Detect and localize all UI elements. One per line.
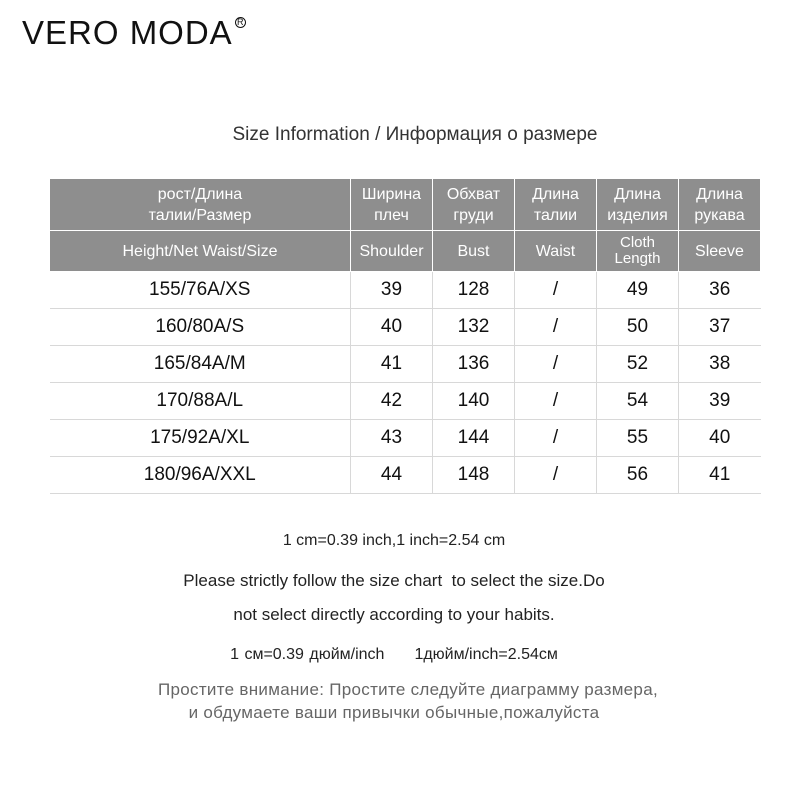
header-en-sleeve: Sleeve xyxy=(679,231,761,272)
cell-bust: 144 xyxy=(433,420,515,457)
cell-size: 180/96A/XXL xyxy=(50,457,351,494)
table-row xyxy=(50,272,761,309)
ru-unit-conversion-cm: 1 см=0.39 дюйм/inch xyxy=(230,646,385,663)
header-en-height: Height/Net Waist/Size xyxy=(50,231,351,272)
cell-sleeve: 41 xyxy=(679,457,761,494)
size-advice-line-2: not select directly according to your habits. xyxy=(233,605,555,624)
cell-shoulder: 42 xyxy=(351,383,433,420)
cell-size: 165/84A/M xyxy=(50,346,351,383)
cell-shoulder: 44 xyxy=(351,457,433,494)
table-row xyxy=(50,383,761,420)
size-advice-line-1: Please strictly follow the size chart to select the size.Do xyxy=(183,571,605,590)
cell-bust: 128 xyxy=(433,272,515,309)
table-header-en xyxy=(50,231,761,272)
cell-sleeve: 40 xyxy=(679,420,761,457)
cell-waist: / xyxy=(515,457,597,494)
cell-shoulder: 39 xyxy=(351,272,433,309)
cell-waist: / xyxy=(515,420,597,457)
page-title: Size Information / Информация о размере xyxy=(232,124,598,145)
cell-bust: 136 xyxy=(433,346,515,383)
cell-sleeve: 38 xyxy=(679,346,761,383)
cell-bust: 132 xyxy=(433,309,515,346)
cell-cloth-length: 55 xyxy=(597,420,679,457)
header-ru-cloth-length: Длина изделия xyxy=(597,179,679,231)
cell-cloth-length: 56 xyxy=(597,457,679,494)
cell-cloth-length: 49 xyxy=(597,272,679,309)
cm-inch-conversion: 1 cm=0.39 inch,1 inch=2.54 cm xyxy=(282,532,506,549)
ru-advice-line-1: Простите внимание: Простите следуйте диаграмму размера, xyxy=(158,680,658,699)
cell-shoulder: 41 xyxy=(351,346,433,383)
table-header-ru xyxy=(50,179,761,231)
cell-sleeve: 37 xyxy=(679,309,761,346)
ru-unit-conversion xyxy=(0,646,794,664)
table-row xyxy=(50,309,761,346)
header-en-waist: Waist xyxy=(515,231,597,272)
brand-logo-text: VERO MODA xyxy=(22,14,233,51)
cell-sleeve: 36 xyxy=(679,272,761,309)
cell-sleeve: 39 xyxy=(679,383,761,420)
cell-shoulder: 40 xyxy=(351,309,433,346)
cell-shoulder: 43 xyxy=(351,420,433,457)
cell-bust: 140 xyxy=(433,383,515,420)
cell-cloth-length: 50 xyxy=(597,309,679,346)
cell-waist: / xyxy=(515,346,597,383)
ru-advice-line-2: и обдумаете ваши привычки обычные,пожалуйста xyxy=(188,703,600,722)
header-ru-shoulder: Ширина плеч xyxy=(351,179,433,231)
header-ru-height: рост/Длина талии/Размер xyxy=(50,179,351,231)
header-ru-sleeve: Длина рукава xyxy=(679,179,761,231)
header-ru-waist: Длина талии xyxy=(515,179,597,231)
header-ru-bust: Обхват груди xyxy=(433,179,515,231)
header-en-shoulder: Shoulder xyxy=(351,231,433,272)
size-table xyxy=(49,178,761,494)
cell-waist: / xyxy=(515,272,597,309)
cell-size: 155/76A/XS xyxy=(50,272,351,309)
cell-waist: / xyxy=(515,383,597,420)
cell-waist: / xyxy=(515,309,597,346)
header-en-cloth-length-label: Cloth Length xyxy=(614,234,661,267)
registered-mark-icon: R xyxy=(235,17,246,28)
header-en-bust: Bust xyxy=(433,231,515,272)
header-en-cloth-length xyxy=(597,231,679,272)
table-row xyxy=(50,346,761,383)
ru-unit-conversion-inch: 1дюйм/inch=2.54см xyxy=(414,646,558,663)
cell-bust: 148 xyxy=(433,457,515,494)
cell-size: 160/80A/S xyxy=(50,309,351,346)
cell-size: 175/92A/XL xyxy=(50,420,351,457)
cell-cloth-length: 54 xyxy=(597,383,679,420)
table-row xyxy=(50,457,761,494)
cell-size: 170/88A/L xyxy=(50,383,351,420)
brand-logo xyxy=(22,14,246,52)
cell-cloth-length: 52 xyxy=(597,346,679,383)
table-row xyxy=(50,420,761,457)
